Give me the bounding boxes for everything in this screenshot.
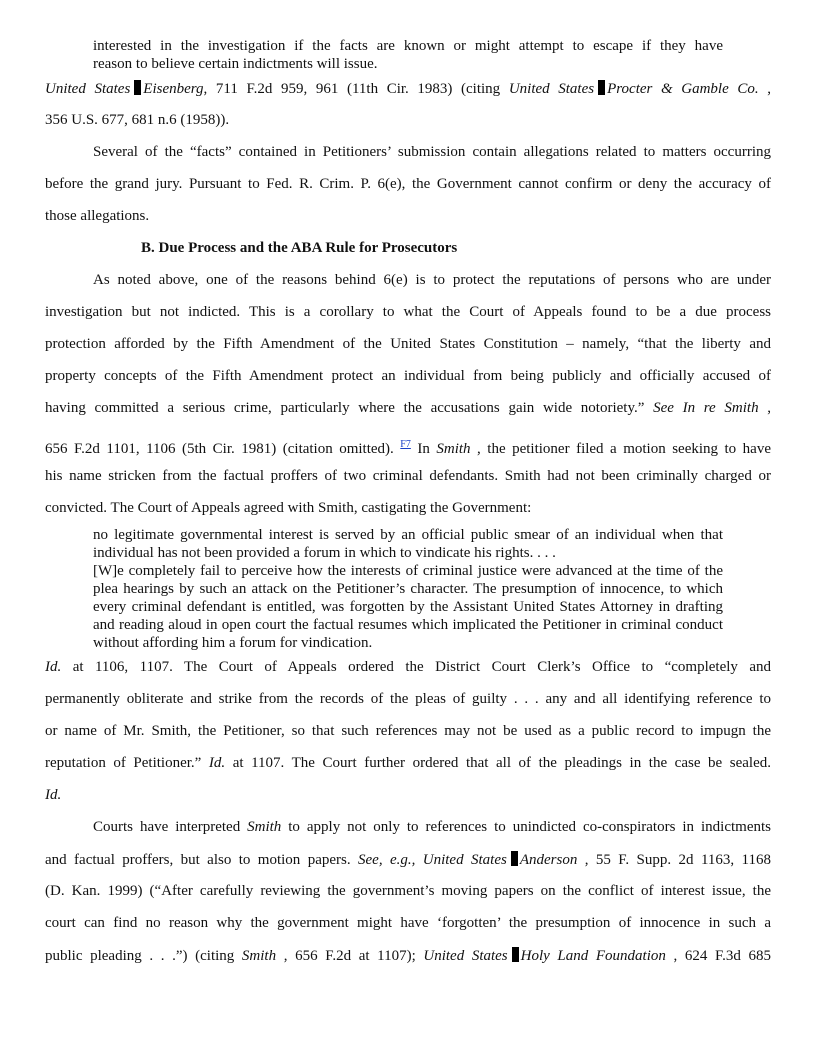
text-run: , the petitioner filed a motion seeking to have [470, 441, 771, 457]
block-quote-1 [93, 37, 723, 73]
redaction-mark [511, 851, 518, 866]
quote1-line-1: interested in the investigation if the facts are known or might attempt to escape if they have [93, 38, 723, 54]
section-heading: B. Due Process and the ABA Rule for Prosecutors [141, 240, 458, 256]
text-run: at 1106, 1107. The Court of Appeals ordered the District Court Clerk’s Office to “completely and [61, 659, 771, 675]
id-cite: Id. [45, 787, 62, 803]
quote1-line-2: reason to believe certain indictments will issue. [93, 56, 378, 72]
text-run: and factual proffers, but also to motion papers. [45, 852, 358, 868]
para4-line-3: (D. Kan. 1999) (“After carefully reviewing the government’s moving papers on the conflict of interest issue, the [45, 883, 771, 899]
footnote-link[interactable]: F7 [400, 439, 411, 450]
para3-line-5 [45, 787, 771, 804]
text-run: to apply not only to references to unindicted co-conspirators in indictments [281, 819, 771, 835]
para2-line-2: investigation but not indicted. This is a corollary to what the Court of Appeals found to be a due process [45, 304, 771, 320]
para2-line-7: his name stricken from the factual proffers of two criminal defendants. Smith had not been criminally charged or [45, 468, 771, 484]
para4-line-5 [45, 947, 771, 965]
case-name: See, e.g., United States [358, 852, 507, 868]
case-name: United States [45, 81, 131, 97]
text-run: , 55 F. Supp. 2d 1163, 1168 [577, 852, 771, 868]
citation-line-2: 356 U.S. 677, 681 n.6 (1958)). [45, 112, 230, 128]
block-quote-2 [93, 526, 723, 652]
case-name: Holy Land Foundation [520, 948, 666, 964]
text-run: Courts have interpreted [93, 819, 248, 835]
text-run: In [410, 441, 437, 457]
para4-line-1 [93, 819, 771, 836]
quote2-paragraph-2: [W]e completely fail to perceive how the interests of criminal justice were advanced at the time of the plea hearings by such an attack on the Petitioner’s character. The presumption of innocence, to which every criminal defendant is entitled, was forgotten by the Assistant United States Attorney in drafting and reading aloud in open court the factual resumes which implicated the Petitioner in criminal conduct without affording him a forum for vindication. [93, 563, 723, 651]
para3-line-1 [45, 659, 771, 676]
case-name: Smith [247, 819, 282, 835]
punctuation: , [758, 400, 772, 416]
para2-line-5 [45, 400, 771, 417]
para3-line-4 [45, 755, 771, 772]
para2-line-4: property concepts of the Fifth Amendment protect an individual from being publicly and officially accused of [45, 368, 771, 384]
case-name: Eisenberg [143, 81, 204, 97]
para2-line-8: convicted. The Court of Appeals agreed with Smith, castigating the Government: [45, 500, 532, 516]
citation-line-1 [45, 80, 771, 98]
redaction-mark [598, 80, 605, 95]
redaction-mark [134, 80, 141, 95]
case-name: Smith [436, 441, 471, 457]
text-run: 656 F.2d 1101, 1106 (5th Cir. 1981) (citation omitted). [45, 441, 401, 457]
para1-line-2: before the grand jury. Pursuant to Fed. R. Crim. P. 6(e), the Government cannot confirm or deny the accuracy of [45, 176, 771, 192]
text-run: having committed a serious crime, particularly where the accusations gain wide notoriety.” [45, 400, 654, 416]
text-run: , 624 F.3d 685 [665, 948, 772, 964]
case-name: United States [423, 948, 508, 964]
redaction-mark [512, 947, 519, 962]
case-name: Anderson [519, 852, 578, 868]
text-run: public pleading . . .”) (citing [45, 948, 242, 964]
id-cite: Id. [45, 659, 62, 675]
case-name: Smith [241, 948, 277, 964]
para2-line-3: protection afforded by the Fifth Amendment of the United States Constitution – namely, “that the liberty and [45, 336, 771, 352]
para4-line-2 [45, 851, 771, 869]
case-name: United States [508, 81, 595, 97]
case-name: See In re Smith [653, 400, 759, 416]
para2-line-1: As noted above, one of the reasons behind 6(e) is to protect the reputations of persons who are under [93, 272, 771, 288]
para1-line-3: those allegations. [45, 208, 150, 224]
case-name: Procter & Gamble Co. [607, 81, 759, 97]
text-run: reputation of Petitioner.” [45, 755, 209, 771]
reporter-cite: , 711 F.2d 959, 961 (11th Cir. 1983) (citing [203, 81, 509, 97]
quote2-paragraph-1: no legitimate governmental interest is served by an official public smear of an individual when that individual has not been provided a forum in which to vindicate his rights. . . . [93, 527, 723, 561]
para2-line-6 [45, 436, 771, 458]
para4-line-4: court can find no reason why the government might have ‘forgotten’ the presumption of innocence in such a [45, 915, 771, 931]
para3-line-3: or name of Mr. Smith, the Petitioner, so that such references may not be used as a public record to impugn the [45, 723, 771, 739]
para1-line-1: Several of the “facts” contained in Petitioners’ submission contain allegations related to matters occurring [93, 144, 771, 160]
text-run: , 656 F.2d at 1107); [276, 948, 424, 964]
para3-line-2: permanently obliterate and strike from the records of the pleas of guilty . . . any and all identifying reference to [45, 691, 771, 707]
text-run: at 1107. The Court further ordered that all of the pleadings in the case be sealed. [225, 755, 771, 771]
id-cite: Id. [208, 755, 226, 771]
punctuation: , [758, 81, 772, 97]
